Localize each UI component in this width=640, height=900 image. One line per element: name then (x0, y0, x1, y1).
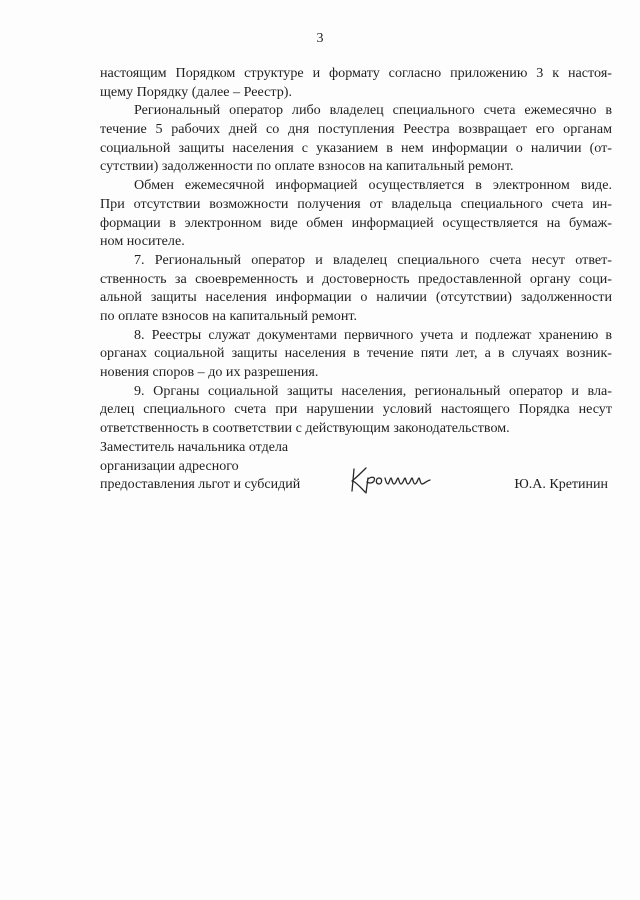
signatory-title (100, 439, 340, 495)
paragraph (100, 101, 612, 176)
handwritten-signature (346, 463, 446, 495)
text-line: При отсутствии возможности получения от владельца специального счета ин- (100, 195, 612, 212)
text-line: новения споров – до их разрешения. (100, 364, 319, 380)
signatory-title-line: организации адресного (100, 458, 239, 474)
text-line: течение 5 рабочих дней со дня поступления Реестра возвращает его органам (100, 121, 612, 138)
paragraph-item-7 (100, 251, 612, 326)
text-line: сутствии) задолженности по оплате взносов на капитальный ремонт. (100, 158, 514, 175)
text-line: делец специального счета при нарушении условий настоящего Порядка несут (100, 401, 612, 418)
text-line: социальной защиты населения с указанием в нем информации о наличии (от- (100, 139, 612, 156)
text-line: ном носителе. (100, 233, 185, 250)
document-body (100, 64, 612, 438)
text-line: по оплате взносов на капитальный ремонт. (100, 307, 357, 324)
text-line: альной защиты населения информации о наличии (отсутствии) задолженности (100, 289, 612, 306)
text-line: Региональный оператор либо владелец специального счета ежемесячно в (134, 102, 612, 119)
text-line: органах социальной защиты населения в течение пяти лет, а в случаях возник- (100, 345, 612, 362)
text-line: формации в электронном виде обмен информацией осуществляется на бумаж- (100, 214, 612, 231)
signatory-title-line: предоставления льгот и субсидий (100, 477, 301, 492)
paragraph-item-8 (100, 326, 612, 382)
text-line: ственность за своевременность и достоверность предоставленной органу соци- (100, 270, 612, 287)
text-line: щему Порядку (далее – Реестр). (100, 83, 292, 100)
signatory-title-line: Заместитель начальника отдела (100, 440, 289, 455)
text-line: Обмен ежемесячной информацией осуществляется в электронном виде. (134, 177, 612, 194)
text-line: ответственность в соответствии с действующим законодательством. (100, 420, 510, 437)
text-line: 8. Реестры служат документами первичного учета и подлежат хранению в (134, 326, 612, 343)
signature-block (100, 439, 612, 499)
paragraph-item-9 (100, 382, 612, 438)
signatory-name: Ю.А. Кретинин (514, 477, 608, 492)
page-number: 3 (316, 31, 324, 46)
text-line: настоящим Порядком структуре и формату согласно приложению 3 к настоя- (100, 65, 612, 81)
text-line: 7. Региональный оператор и владелец специального счета несут ответ- (134, 251, 612, 268)
text-line: 9. Органы социальной защиты населения, региональный оператор и вла- (134, 382, 612, 399)
paragraph (100, 176, 612, 251)
paragraph (100, 64, 612, 101)
